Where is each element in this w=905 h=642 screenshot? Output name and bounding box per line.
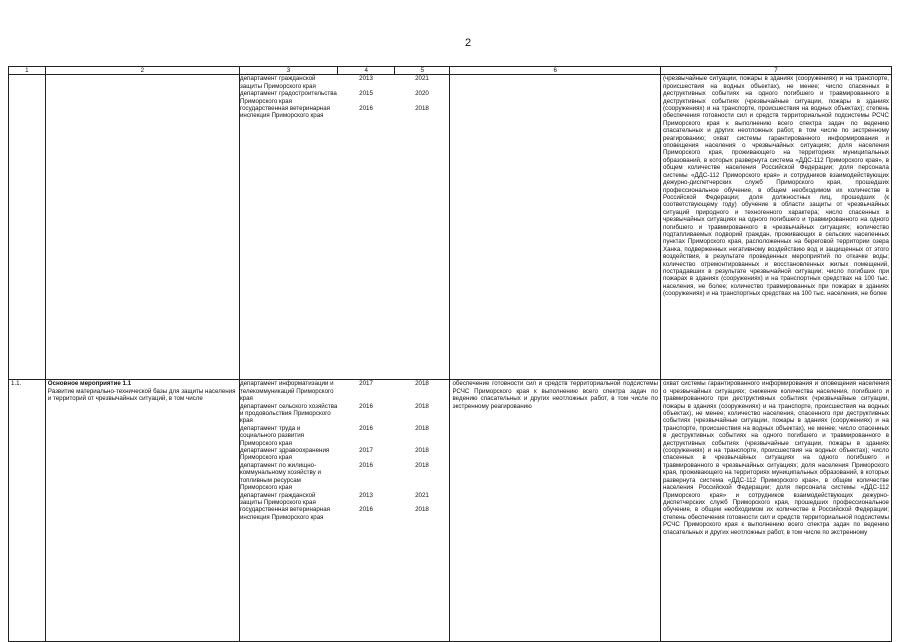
executor-row <box>240 90 450 105</box>
executor-name: департамент здравоохранения Приморского края <box>239 447 330 462</box>
row-number-cell <box>9 75 46 380</box>
table-row-main-activity <box>9 380 892 642</box>
col-number: 7 <box>660 67 891 75</box>
executor-row <box>240 506 450 521</box>
end-year: 2018 <box>415 380 429 388</box>
program-table <box>8 66 892 642</box>
executor-name: государственная ветеринарная инспекция Приморского края <box>239 506 330 521</box>
executor-row <box>240 105 450 120</box>
executors-cell <box>239 380 450 642</box>
executor-name: департамент градостроительства Приморского края <box>239 90 337 105</box>
executor-row <box>240 425 450 447</box>
executor-row <box>240 462 450 492</box>
col-number: 5 <box>395 67 450 75</box>
start-year: 2013 <box>359 491 373 499</box>
executors-cell <box>239 75 450 380</box>
executor-row <box>240 380 450 402</box>
executor-row <box>240 492 450 507</box>
start-year: 2016 <box>359 402 373 410</box>
result-cell: обеспечение готовности сил и средств территориальной подсистемы РСЧС Приморского края к выполнению всего спектра задач по ведению спасательных и других неотложных работ, в том числе по экстренному реагированию <box>450 380 661 642</box>
end-year: 2018 <box>415 402 429 410</box>
executor-row <box>240 403 450 425</box>
row-number-cell: 1.1. <box>9 380 46 642</box>
executor-name: департамент труда и социального развития Приморского края <box>239 424 305 447</box>
column-number-row <box>9 67 892 75</box>
page-number: 2 <box>465 37 472 49</box>
end-year: 2020 <box>415 90 429 98</box>
col-number: 4 <box>338 67 395 75</box>
measure-cell <box>45 75 239 380</box>
start-year: 2016 <box>359 506 373 514</box>
executor-row <box>240 447 450 462</box>
table-row-continuation <box>9 75 892 380</box>
measure-title: Основное мероприятие 1.1 <box>47 380 132 388</box>
executors-list <box>240 380 450 521</box>
end-year: 2018 <box>415 447 429 455</box>
result-cell <box>450 75 661 380</box>
start-year: 2015 <box>359 90 373 98</box>
executor-name: департамент информатизации и телекоммуникаций Приморского края <box>239 380 334 403</box>
indicators-cell: (чрезвычайные ситуации, пожары в зданиях (сооружениях) и на транспорте, происшествия на водных объектах), не менее; число спасенных в деструктивных событиях на одного погибшего и травмированного в деструктивных событиях (чрезвычайные ситуации, пожары в зданиях (сооружениях) и на транспорте, происшествия на водных объектах); степень обеспечения готовности сил и средств территориальной подсистемы РСЧС Приморского края к выполнению всего спектра задач по ведению спасательных и других неотложных работ, в том числе по экстренному реагированию; охват системы гарантированного информирования и оповещения населения о чрезвычайных ситуациях; доля населения Приморского края, проживающего на территориях муниципальных образований, в которых развернута система «ДДС-112 Приморского края», в общем количестве населения Российской Федерации; доля персонала системы «ДДС-112 Приморского края» и сотрудников взаимодействующих дежурно-диспетчерских служб Приморского края, прошедших профессиональное обучение, в общем необходимом их количестве в Российской Федерации; доля должностных лиц, прошедших (к соответствующему году) обучение в области защиты от чрезвычайных ситуаций природного и техногенного характера; число спасенных в чрезвычайных ситуациях на одного погибшего и травмированного на одного погибшего и травмированного в чрезвычайных ситуациях; количество подтапливаемых подворий граждан, проживающих в сельских населенных пунктах Приморского края, расположенных на береговой территории озера Ханка, подверженных негативному воздействию вод и защищенных от этого воздействия, в результате проведенных мероприятий по откачке воды; количество отремонтированных и восстановленных жилых помещений, пострадавших в результате чрезвычайной ситуации; число погибших при пожарах в зданиях (сооружениях) и на транспортных средствах на 100 тыс. населения, не более; количество травмированных при пожарах в зданиях (сооружениях) и на транспортных средствах на 100 тыс. населения, не более <box>660 75 891 380</box>
col-number: 1 <box>9 67 46 75</box>
end-year: 2018 <box>415 506 429 514</box>
executor-row <box>240 75 450 90</box>
executor-name: государственная ветеринарная инспекция Приморского края <box>239 105 330 120</box>
measure-description: Развитие материально-технической базы для защиты населения и территорий от чрезвычайных ситуаций, в том числе <box>47 387 236 403</box>
col-number: 3 <box>239 67 337 75</box>
executor-name: департамент гражданской защиты Приморского края <box>239 491 316 506</box>
end-year: 2018 <box>415 105 429 113</box>
col-number: 6 <box>450 67 661 75</box>
indicators-cell: охват системы гарантированного информирования и оповещения населения о чрезвычайных ситуациях; снижение количества населения, погибшего и травмированного при деструктивных событиях (чрезвычайные ситуации, пожары в зданиях (сооружениях) и на транспорте, происшествия на водных объектах), не менее; количество населения, спасенного при деструктивных событиях (чрезвычайные ситуации, пожары в зданиях (сооружениях) и на транспорте, происшествия на водных объектах), не менее; число спасенных в деструктивных событиях на одного погибшего и травмированного в деструктивных событиях (чрезвычайные ситуации, пожары в зданиях (сооружениях) и на транспорте, происшествия на водных объектах); число спасенных в чрезвычайных ситуациях на одного погибшего и травмированного в чрезвычайных ситуациях; доля населения Приморского края, проживающего на территориях муниципальных образований, в которых развернута система «ДДС-112 Приморского края», в общем количестве населения Российской Федерации; доля персонала системы «ДДС-112 Приморского края» и сотрудников взаимодействующих дежурно-диспетчерских служб Приморского края, прошедших профессиональное обучение, в общем необходимом их количестве в Российской Федерации; степень обеспечения готовности сил и средств территориальной подсистемы РСЧС Приморского края к выполнению всего спектра задач по ведению спасательных и других неотложных работ, в том числе по экстренному <box>660 380 891 642</box>
start-year: 2013 <box>359 75 373 83</box>
measure-cell <box>45 380 239 642</box>
start-year: 2016 <box>359 424 373 432</box>
end-year: 2018 <box>415 461 429 469</box>
col-number: 2 <box>45 67 239 75</box>
start-year: 2017 <box>359 447 373 455</box>
start-year: 2016 <box>359 461 373 469</box>
executor-name: департамент сельского хозяйства и продовольствия Приморского края <box>239 402 338 425</box>
executor-name: департамент по жилищно-коммунальному хозяйству и топливным ресурсам Приморского края <box>239 461 321 492</box>
end-year: 2021 <box>415 75 429 83</box>
start-year: 2017 <box>359 380 373 388</box>
start-year: 2016 <box>359 105 373 113</box>
end-year: 2021 <box>415 491 429 499</box>
executors-list <box>240 75 450 119</box>
end-year: 2018 <box>415 424 429 432</box>
executor-name: департамент гражданской защиты Приморского края <box>239 75 316 90</box>
